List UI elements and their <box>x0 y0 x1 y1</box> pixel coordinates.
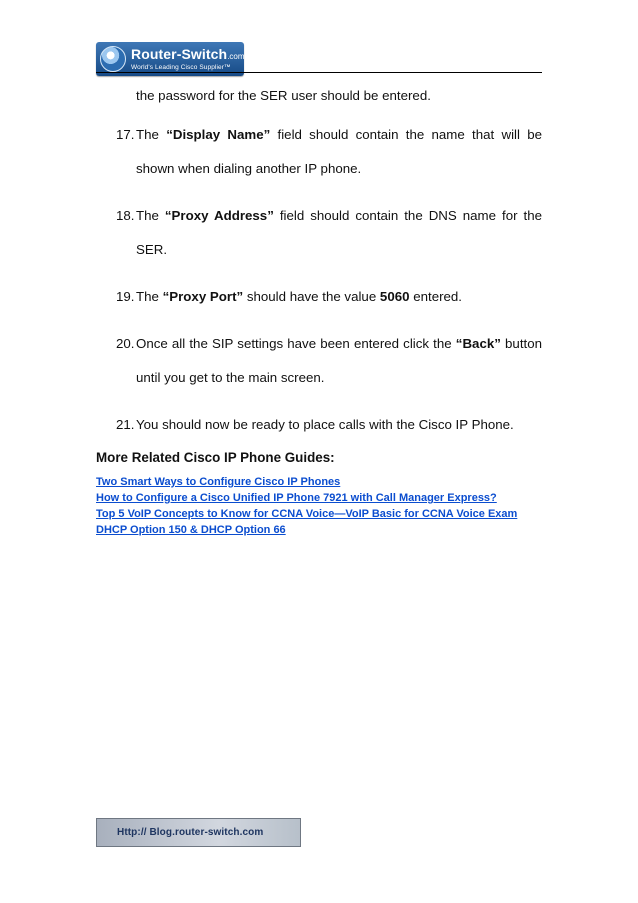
back-button-label: “Back” <box>455 336 501 351</box>
logo-tagline: World's Leading Cisco Supplier™ <box>131 63 231 71</box>
instruction-step-20 <box>96 327 542 395</box>
step-text-prefix: The <box>136 289 163 304</box>
document-body <box>96 87 542 538</box>
instruction-step-19 <box>96 280 542 314</box>
header-divider <box>96 72 542 73</box>
step-text <box>136 280 542 314</box>
blog-url-banner: Http:// Blog.router-switch.com <box>96 818 301 847</box>
step-text-middle: should have the value <box>243 289 380 304</box>
step-text-prefix: The <box>136 127 167 142</box>
logo-brand: Router-Switch <box>131 45 228 62</box>
step-text <box>136 408 542 442</box>
step-text <box>136 199 542 267</box>
instruction-step-18 <box>96 199 542 267</box>
router-switch-logo-icon <box>100 46 126 72</box>
step-text-suffix: entered. <box>409 289 463 304</box>
step-number: 18. <box>116 208 135 223</box>
instruction-list <box>96 118 542 442</box>
related-guide-link[interactable]: DHCP Option 150 & DHCP Option 66 <box>96 524 286 536</box>
logo-domain-suffix: .com <box>227 51 245 61</box>
logo-text <box>131 47 245 72</box>
related-guide-link[interactable]: How to Configure a Cisco Unified IP Phone 7921 with Call Manager Express? <box>96 492 497 504</box>
step-text-prefix: The <box>136 208 165 223</box>
router-switch-logo <box>96 42 244 76</box>
related-guide-link[interactable]: Two Smart Ways to Configure Cisco IP Phones <box>96 476 341 488</box>
proxy-port-field-label: “Proxy Port” <box>162 289 244 304</box>
step-text-suffix: field should contain the DNS name for the SER. <box>136 208 542 257</box>
step-text <box>136 118 542 186</box>
step-number: 19. <box>116 289 135 304</box>
proxy-address-field-label: “Proxy Address” <box>164 208 274 223</box>
related-guides-links <box>96 474 542 538</box>
instruction-step-17 <box>96 118 542 186</box>
step-text-prefix: You should now be ready to place calls with the Cisco IP Phone. <box>136 417 514 432</box>
related-guide-link[interactable]: Top 5 VoIP Concepts to Know for CCNA Voice—VoIP Basic for CCNA Voice Exam <box>96 508 518 520</box>
continued-step-text: the password for the SER user should be entered. <box>136 88 431 103</box>
step-number: 21. <box>116 417 135 432</box>
related-guides-heading: More Related Cisco IP Phone Guides: <box>96 450 335 465</box>
display-name-field-label: “Display Name” <box>166 127 271 142</box>
step-text-suffix: button until you get to the main screen. <box>136 336 542 385</box>
step-text-suffix: field should contain the name that will be shown when dialing another IP phone. <box>136 127 542 176</box>
step-number: 17. <box>116 127 135 142</box>
instruction-step-21 <box>96 408 542 442</box>
step-text <box>136 327 542 395</box>
step-text-prefix: Once all the SIP settings have been entered click the <box>136 336 456 351</box>
proxy-port-value: 5060 <box>379 289 410 304</box>
step-number: 20. <box>116 336 135 351</box>
